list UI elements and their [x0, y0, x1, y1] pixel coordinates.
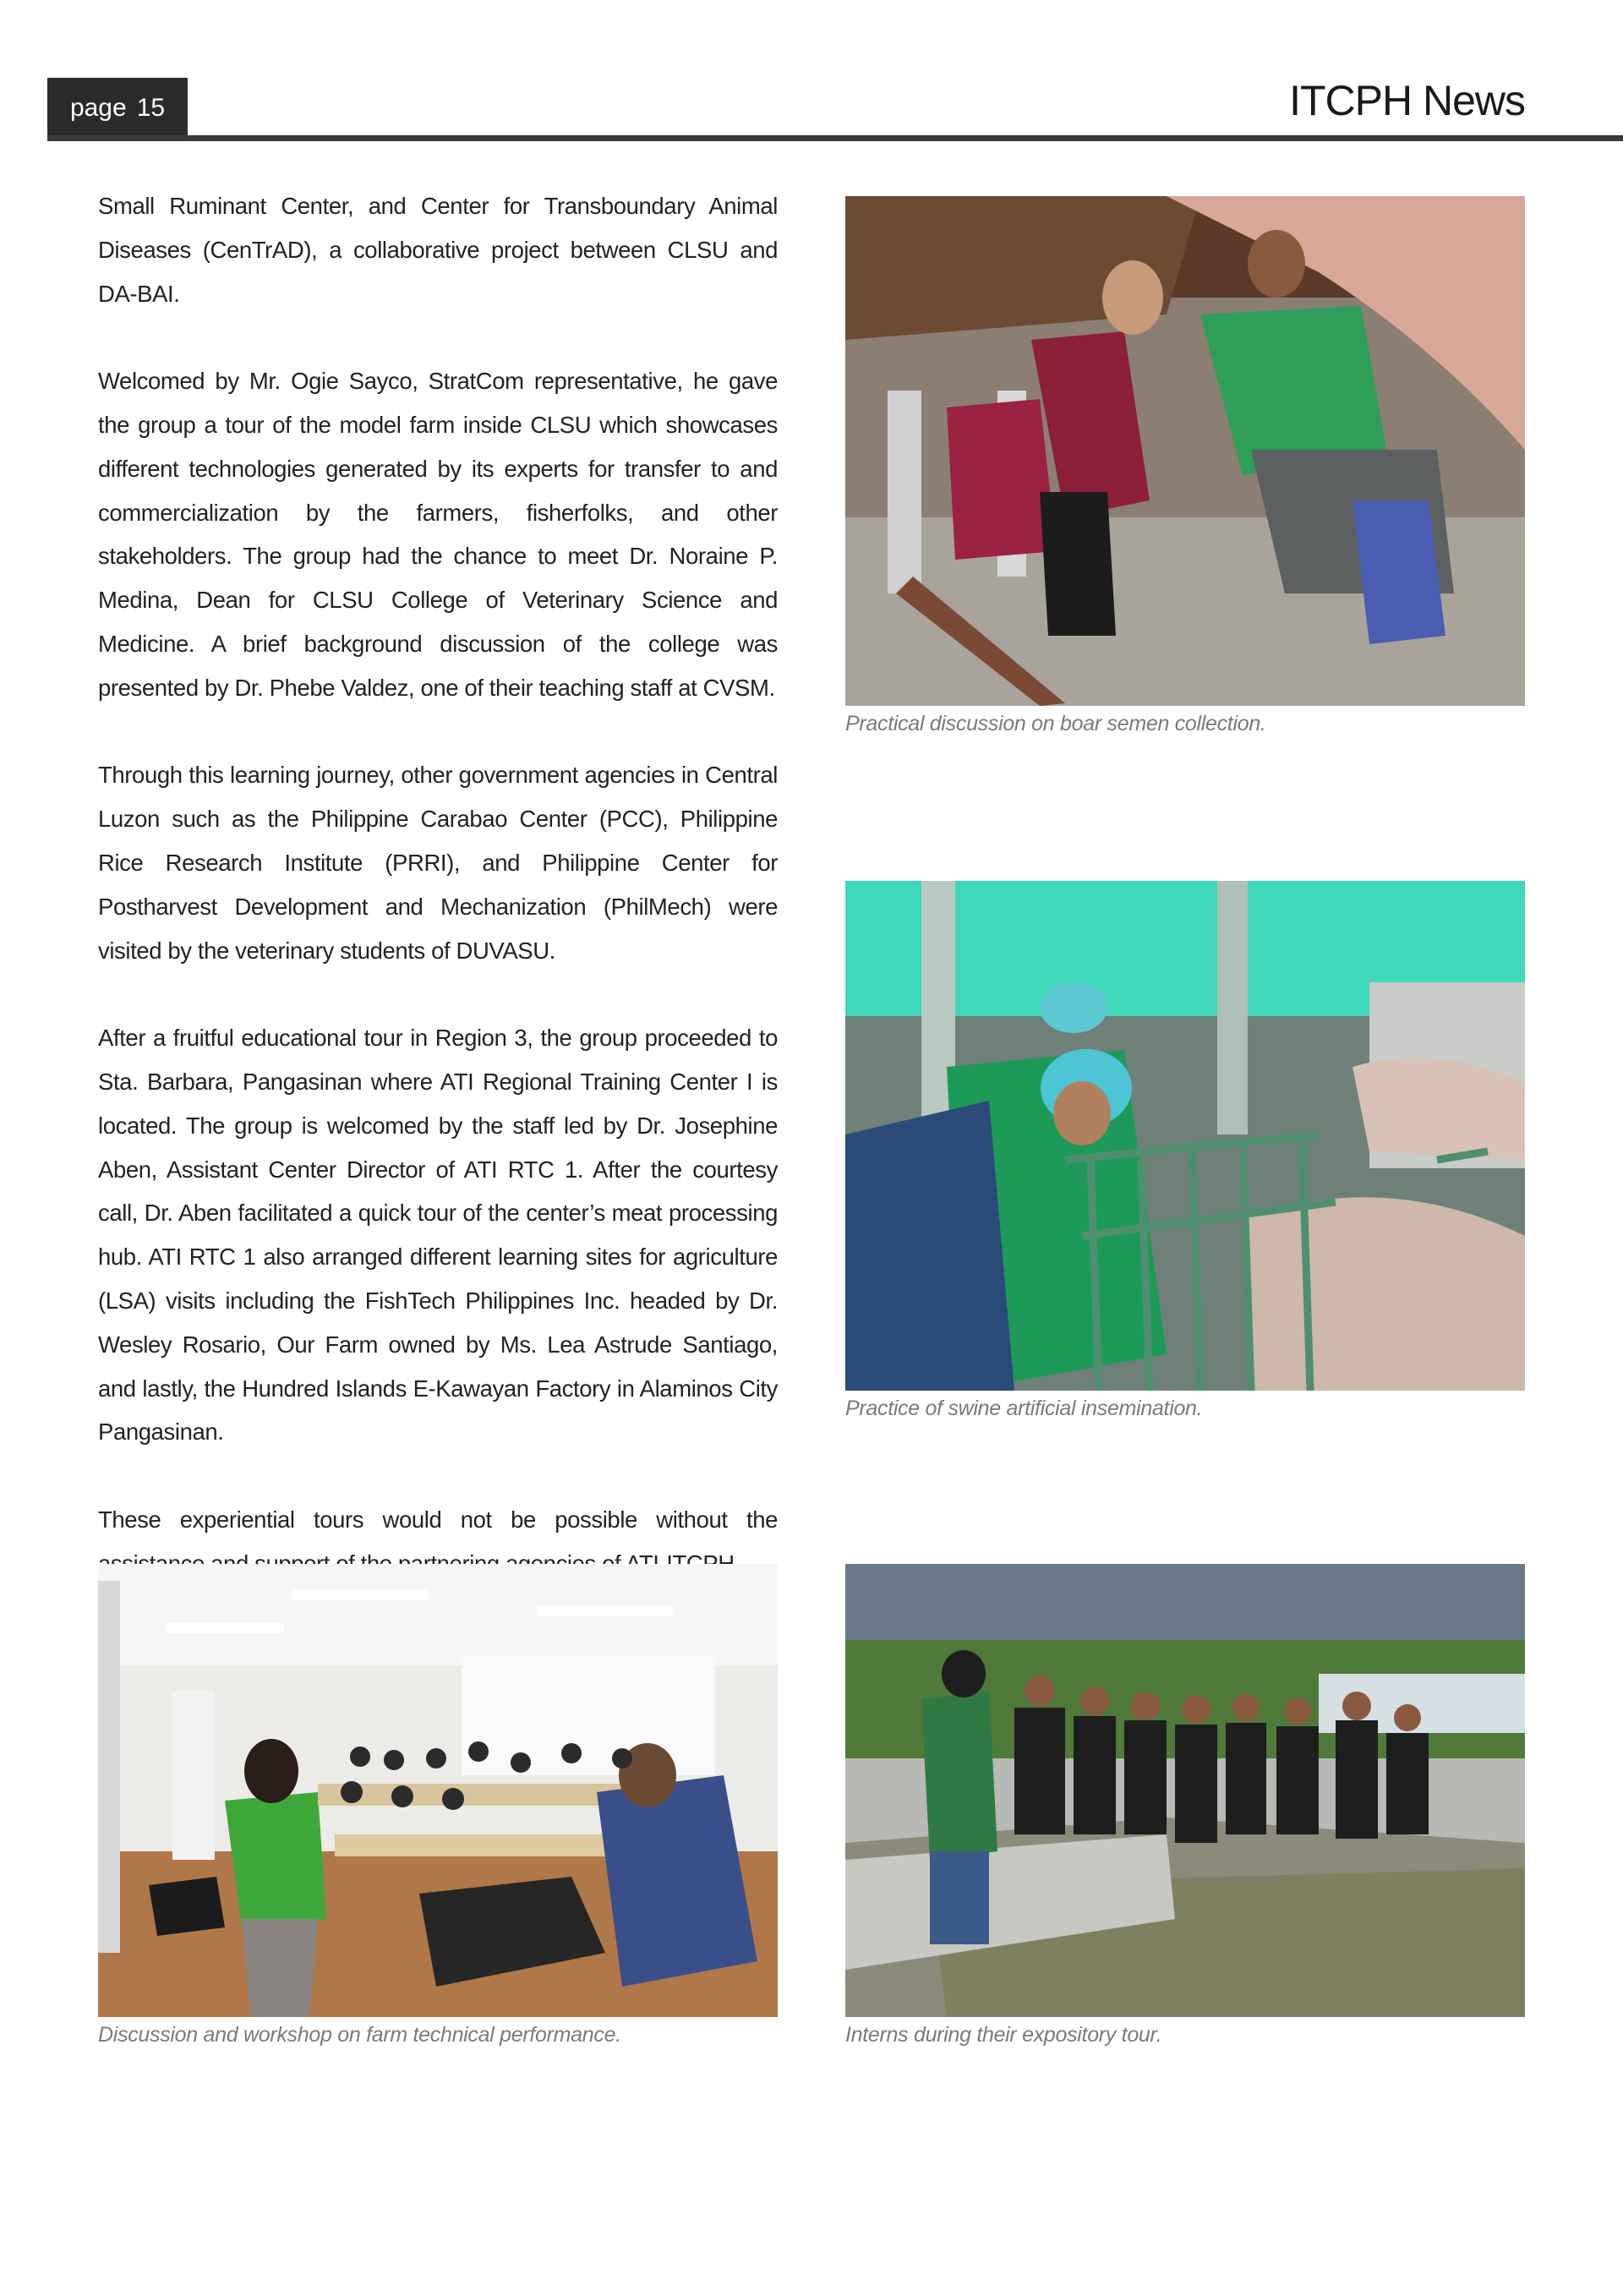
article-paragraph: Welcomed by Mr. Ogie Sayco, StratCom representative, he gave the group a tour of the model farm inside CLSU which showcases different technologies generated by its experts for transfer to and commercialization by the farmers, fisherfolks, and other stakeholders. The group had the chance to meet Dr. Noraine P. Medina, Dean for CLSU College of Veterinary Science and Medicine. A brief background discussion of the college was presented by Dr. Phebe Valdez, one of their teaching staff at CVSM.	[98, 368, 778, 701]
article-paragraph: These experiential tours would not be possible without the	[98, 1506, 778, 1533]
article-paragraph: Small Ruminant Center, and Center for Transboundary Animal Diseases (CenTrAD), a collaborative project between CLSU and DA-BAI.	[98, 193, 778, 307]
page-number: 15	[136, 94, 166, 122]
photo-caption: Discussion and workshop on farm technical performance.	[98, 2023, 621, 2047]
publication-title: ITCPH News	[1289, 77, 1525, 124]
photo-swine-insemination	[845, 881, 1525, 1391]
photo-boar-semen-collection	[845, 196, 1525, 706]
photo-caption: Practice of swine artificial insemination.	[845, 1397, 1203, 1420]
photo-interns-tour	[845, 1564, 1525, 2017]
page-number-tab	[47, 78, 188, 139]
article-paragraph: Through this learning journey, other government agencies in Central Luzon such as the Philippine Carabao Center (PCC), Philippine Rice Research Institute (PRRI), and Philippine Center for Postharvest Development and Mechanization (PhilMech) were visited by the veterinary students of DUVASU.	[98, 762, 778, 964]
page-label: page	[69, 94, 127, 122]
header-divider	[47, 135, 1623, 141]
article-body	[98, 184, 778, 1629]
photo-caption: Practical discussion on boar semen collection.	[845, 712, 1266, 735]
article-paragraph: After a fruitful educational tour in Region 3, the group proceeded to Sta. Barbara, Pangasinan where ATI Regional Training Center I is located. The group is welcomed by the staff led by Dr. Josephine Aben, Assistant Center Director of ATI RTC 1. After the courtesy call, Dr. Aben facilitated a quick tour of the center’s meat processing hub. ATI RTC 1 also arranged different learning sites for agriculture (LSA) visits including the FishTech Philippines Inc. headed by Dr. Wesley Rosario, Our Farm owned by Ms. Lea Astrude Santiago, and lastly, the Hundred Islands E-Kawayan Factory in Alaminos City Pangasinan.	[98, 1025, 778, 1446]
photo-caption: Interns during their expository tour.	[845, 2023, 1162, 2047]
photo-classroom-workshop	[98, 1564, 778, 2017]
